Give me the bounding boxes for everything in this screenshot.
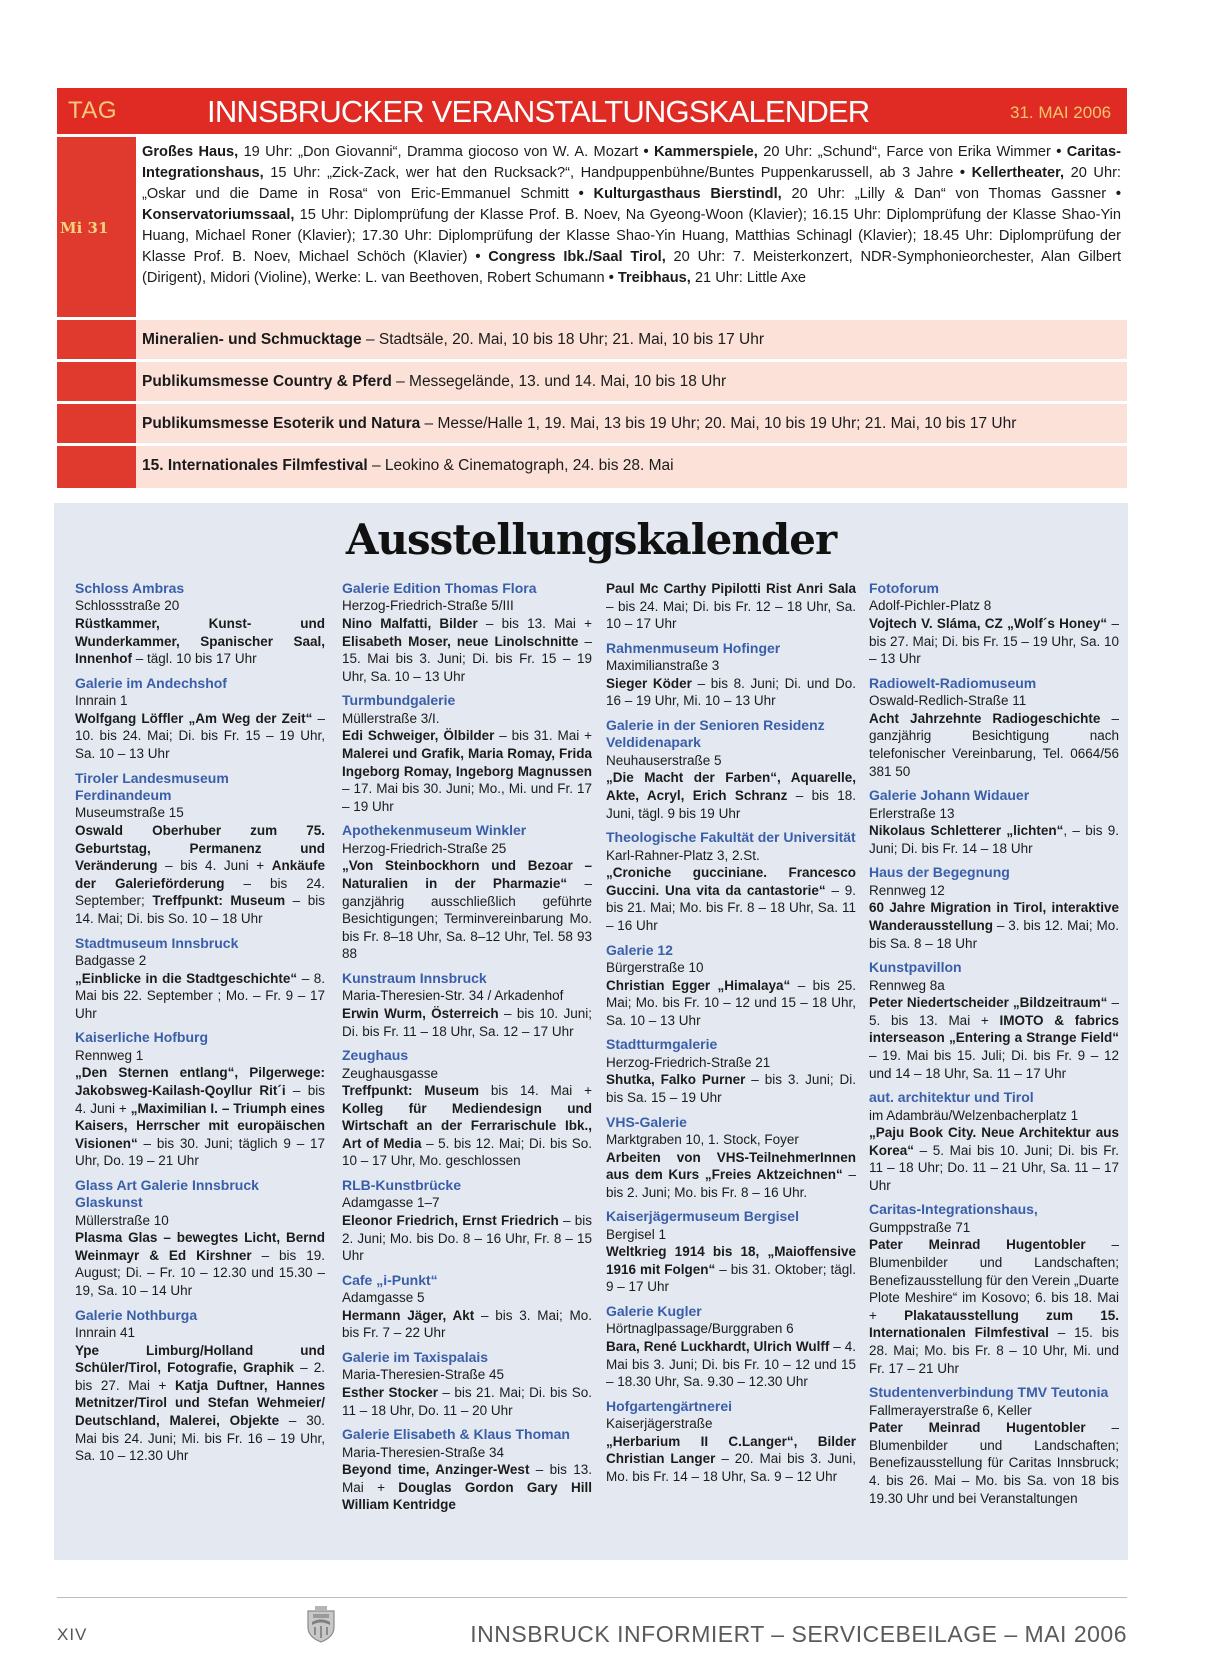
exhibition-venue: Galerie Kugler xyxy=(606,1303,702,1320)
exhibition-address: Erlerstraße 13 xyxy=(869,805,955,821)
exhibition-highlight: „Herbarium II C.Langer“, Bilder Christian Langer xyxy=(606,1433,856,1467)
exhibition-description xyxy=(869,1419,1119,1507)
exhibition-address: Hörtnaglpassage/Burggraben 6 xyxy=(606,1321,794,1337)
exhibition-address: Marktgraben 10, 1. Stock, Foyer xyxy=(606,1131,799,1147)
exhibition-description xyxy=(75,1064,325,1170)
exhibition-info: bis 14. Mai + xyxy=(479,1083,592,1099)
exhibition-description xyxy=(606,1071,856,1106)
exhibition-highlight: Bara, René Luckhardt, Ulrich Wulff xyxy=(606,1339,830,1355)
exhibition-venue: Rahmenmuseum Hofinger xyxy=(606,639,781,656)
exhibition-entry xyxy=(606,1303,856,1391)
event-details: – Messegelände, 13. und 14. Mai, 10 bis 18 Uhr xyxy=(391,373,727,390)
exhibition-entry xyxy=(342,1177,592,1265)
exhibition-venue: Radiowelt-Radiomuseum xyxy=(869,674,1037,691)
exhibition-entry xyxy=(75,675,325,763)
exhibition-entry xyxy=(606,829,856,934)
exhibition-address: Neuhauserstraße 5 xyxy=(606,752,722,768)
program-details: 20 Uhr: „Schund“, Farce von Erika Wimmer xyxy=(757,144,1057,160)
city-crest-icon xyxy=(305,1605,337,1643)
exhibition-description xyxy=(75,615,325,668)
exhibition-info: – 19. Mai bis 15. Juli; Di. bis Fr. 9 – 12 und 14 – 18 Uhr, Sa. 11 – 17 Uhr xyxy=(869,1047,1119,1081)
exhibition-venue: Theologische Fakultät der Universität xyxy=(606,829,856,846)
exhibition-highlight: Christian Egger „Himalaya“ xyxy=(606,977,791,993)
exhibition-highlight: Katja Duftner, Hannes Metnitzer/Tirol und Stefan Wehmeier/ Deutschland, Malerei, Objekte xyxy=(75,1377,325,1429)
exhibition-description xyxy=(606,864,856,934)
exhibition-description xyxy=(606,580,856,633)
day-column xyxy=(57,137,136,317)
exhibition-address: Maria-Theresien-Straße 34 xyxy=(342,1444,505,1460)
exhibition-info: – bis 18. Juni, tägl. 9 bis 19 Uhr xyxy=(606,787,856,821)
exhibition-address: Herzog-Friedrich-Straße 5/III xyxy=(342,598,514,614)
exhibition-entry xyxy=(606,1036,856,1106)
exhibition-venue: Galerie im Andechshof xyxy=(75,674,227,691)
exhibition-highlight: Malerei und Grafik, Maria Romay, Frida Ingeborg Romay, Ingeborg Magnussen xyxy=(342,745,592,779)
exhibition-address: Rennweg 1 xyxy=(75,1047,144,1063)
exhibition-address: Adamgasse 1–7 xyxy=(342,1195,440,1211)
exhibition-venue: Galerie im Taxispalais xyxy=(342,1349,489,1366)
program-venue: Konservatoriumssaal, xyxy=(142,207,295,223)
exhibition-info: – bis 31. Oktober; tägl. 9 – 17 Uhr xyxy=(606,1261,856,1295)
exhibition-highlight: Plakatausstellung zum 15. Internationalen Filmfestival xyxy=(869,1307,1120,1341)
exhibition-info: – ganzjährig ausschließlich geführte Besichtigungen; Terminvereinbarung Mo. bis Fr. 8–18 Uhr, Sa. 8–12 Uhr, Tel. 58 93 88 xyxy=(342,875,592,962)
exhibition-description xyxy=(342,857,592,963)
exhibition-address: Bergisel 1 xyxy=(606,1226,667,1242)
exhibition-highlight: „Croniche gucciniane. Francesco Guccini. Una vita da cantastorie“ xyxy=(606,865,856,898)
exhibition-highlight: Douglas Gordon Gary Hill William Kentridge xyxy=(342,1479,592,1513)
exhibition-venue: Galerie Edition Thomas Flora xyxy=(342,580,537,596)
exhibition-address: Adamgasse 5 xyxy=(342,1290,425,1306)
exhibition-address: Maximilianstraße 3 xyxy=(606,658,720,674)
exhibition-info: – Blumenbilder und Landschaften; Benefizausstellung für Caritas Innsbruck; 4. bis 26. Mai – Mo. bis Sa. von 18 bis 19.30 Uhr und bei Veranstaltungen xyxy=(869,1420,1119,1506)
exhibition-address: Oswald-Redlich-Straße 11 xyxy=(869,693,1027,709)
program-venue: Treibhaus, xyxy=(617,270,691,286)
exhibition-highlight: Vojtech V. Sláma, CZ „Wolf´s Honey“ xyxy=(869,616,1108,631)
exhibition-entry xyxy=(342,1272,592,1342)
exhibition-description xyxy=(342,1307,592,1342)
exhibition-highlight: Pater Meinrad Hugentobler xyxy=(869,1237,1086,1253)
exhibition-address: Innrain 1 xyxy=(75,693,128,709)
exhibition-entry xyxy=(869,864,1119,952)
exhibition-description xyxy=(75,822,325,928)
exhibition-description xyxy=(75,970,325,1023)
exhibition-info: – 10. bis 24. Mai; Di. bis Fr. 15 – 19 Uhr, Sa. 10 – 13 Uhr xyxy=(75,710,325,761)
exhibition-entry xyxy=(342,970,592,1040)
exhibition-description xyxy=(606,977,856,1030)
exhibition-entry xyxy=(342,822,592,963)
exhibition-address: Herzog-Friedrich-Straße 25 xyxy=(342,840,507,856)
exhibition-highlight: Pater Meinrad Hugentobler xyxy=(869,1420,1086,1436)
exhibition-info: – bis 24. September; xyxy=(75,875,325,909)
program-separator: • xyxy=(578,186,594,202)
exhibition-entry xyxy=(75,1177,325,1300)
exhibition-highlight: Acht Jahrzehnte Radiogeschichte xyxy=(869,710,1101,726)
publication-title: INNSBRUCK INFORMIERT – SERVICEBEILAGE – MAI 2006 xyxy=(470,1621,1127,1647)
exhibition-entry xyxy=(606,1208,856,1296)
exhibition-venue: Kaiserjägermuseum Bergisel xyxy=(606,1208,799,1225)
event-title: 15. Internationales Filmfestival xyxy=(142,457,368,474)
program-separator: • xyxy=(475,249,489,265)
exhibition-entry xyxy=(75,1307,325,1465)
exhibition-description xyxy=(342,1461,592,1514)
exhibition-calendar xyxy=(54,503,1128,1560)
program-details: 15 Uhr: Diplomprüfung der Klasse Prof. B. Noev, Na Gyeong-Woon (Klavier); 16.15 Uhr: Diplomprüfung der Klasse Shao-Yin Huang, Michael Roner (Klavier); 17.30 Uhr: Diplomprüfung der Klasse Shao-Yin Huang, Matthias Schinagl (Klavier); 18.45 Uhr: Diplomprüfung der Klasse Prof. B. Noev, Michael Schöch (Klavier) xyxy=(142,207,1121,265)
exhibition-highlight: Erwin Wurm, Österreich xyxy=(342,1005,499,1021)
program-venue: Großes Haus, xyxy=(142,144,239,160)
exhibition-description xyxy=(342,1212,592,1265)
exhibition-venue: Caritas-Integrationshaus, xyxy=(869,1201,1038,1218)
exhibition-description xyxy=(869,899,1119,952)
exhibition-column xyxy=(606,580,856,1493)
exhibition-venue: Galerie Johann Widauer xyxy=(869,787,1030,804)
exhibition-info: – bis 3. Juni; Di. bis Sa. 15 – 19 Uhr xyxy=(606,1072,856,1105)
exhibition-venue: Galerie 12 xyxy=(606,941,673,958)
exhibition-address: Müllerstraße 3/I. xyxy=(342,710,440,726)
exhibition-venue: VHS-Galerie xyxy=(606,1113,687,1130)
event-row xyxy=(57,362,1127,401)
exhibition-highlight: Rüstkammer, Kunst- und Wunderkammer, Spanischer Saal, Innenhof xyxy=(75,616,325,667)
exhibition-entry xyxy=(869,580,1119,668)
exhibition-address: Gumppstraße 71 xyxy=(869,1219,971,1235)
event-row xyxy=(57,404,1127,443)
exhibition-address: Badgasse 2 xyxy=(75,952,147,968)
exhibition-entry xyxy=(606,1114,856,1202)
exhibition-info: , – bis 9. Juni; Di. bis Fr. 14 – 18 Uhr xyxy=(869,823,1119,856)
exhibition-address: Maria-Theresien-Straße 45 xyxy=(342,1367,505,1383)
program-separator: • xyxy=(643,144,654,160)
exhibition-entry xyxy=(75,580,325,668)
exhibition-highlight: Arbeiten von VHS-TeilnehmerInnen aus dem Kurs „Freies Aktzeichnen“ xyxy=(606,1149,856,1183)
exhibition-highlight: Treffpunkt: Museum xyxy=(152,893,286,909)
program-details: 20 Uhr: „Oskar und die Dame in Rosa“ von Eric-Emmanuel Schmitt xyxy=(142,165,1121,202)
exhibition-info: – bis 30. Juni; täglich 9 – 17 Uhr, Do. 19 – 21 Uhr xyxy=(75,1135,325,1169)
exhibition-highlight: Peter Niedertscheider „Bildzeitraum“ xyxy=(869,995,1108,1011)
exhibition-description xyxy=(869,710,1119,780)
exhibition-entry xyxy=(869,787,1119,857)
program-venue: Caritas-Integrationshaus, xyxy=(142,144,1122,181)
exhibition-info: – bis 31. Mai + xyxy=(494,728,592,744)
exhibition-info: – 17. Mai bis 30. Juni; Mo., Mi. und Fr. 17 – 19 Uhr xyxy=(342,781,592,814)
exhibition-venue: Kunstraum Innsbruck xyxy=(342,969,487,986)
exhibition-info: – bis 4. Juni + xyxy=(75,1082,325,1116)
exhibition-highlight: Sieger Köder xyxy=(606,675,692,691)
day-label: Mi 31 xyxy=(60,219,109,237)
exhibition-description xyxy=(869,1236,1119,1377)
exhibition-description xyxy=(869,994,1119,1082)
exhibition-entry xyxy=(606,942,856,1030)
exhibition-venue: Schloss Ambras xyxy=(75,580,185,596)
exhibition-address: Rennweg 12 xyxy=(869,882,945,898)
exhibition-entry xyxy=(75,1029,325,1170)
exhibition-entry xyxy=(342,1047,592,1170)
exhibition-address: im Adambräu/Welzenbacherplatz 1 xyxy=(869,1107,1079,1123)
exhibition-venue: Studentenverbindung TMV Teutonia xyxy=(869,1384,1109,1401)
exhibition-entry xyxy=(606,640,856,710)
event-row xyxy=(57,446,1127,488)
exhibition-entry xyxy=(342,1349,592,1419)
exhibition-info: – bis 13. Mai + xyxy=(477,616,592,631)
exhibition-info: – 5. bis 12. Mai; Di. bis So. 10 – 17 Uhr, Mo. geschlossen xyxy=(342,1135,592,1169)
exhibition-address: Schlossstraße 20 xyxy=(75,598,180,614)
exhibition-description xyxy=(606,675,856,710)
exhibition-info: – 8. Mai bis 22. September ; Mo. – Fr. 9 – 17 Uhr xyxy=(75,970,325,1021)
exhibition-venue: aut. architektur und Tirol xyxy=(869,1089,1034,1106)
exhibition-info: – bis 25. Mai; Mo. bis Fr. 10 – 12 und 15 – 18 Uhr, Sa. 10 – 13 Uhr xyxy=(606,977,856,1028)
exhibition-venue: Kaiserliche Hofburg xyxy=(75,1029,209,1046)
event-details: – Stadtsäle, 20. Mai, 10 bis 18 Uhr; 21. Mai, 10 bis 17 Uhr xyxy=(361,331,764,348)
exhibition-description xyxy=(869,1124,1119,1194)
exhibition-highlight: „Einblicke in die Stadtgeschichte“ xyxy=(75,970,298,986)
exhibition-highlight: „Die Macht der Farben“, Aquarelle, Akte, Acryl, Erich Schranz xyxy=(606,770,856,803)
exhibition-entry xyxy=(869,959,1119,1082)
exhibition-info: – bis 14. Mai; Di. bis So. 10 – 18 Uhr xyxy=(75,893,325,926)
program-details: 19 Uhr: „Don Giovanni“, Dramma giocoso von W. A. Mozart xyxy=(238,144,644,160)
exhibition-highlight: „Von Steinbockhorn und Bezoar – Naturalien in der Pharmazie“ xyxy=(342,858,592,891)
exhibition-description xyxy=(342,1384,592,1419)
exhibition-highlight: Ankäufe der Galerieförderung xyxy=(75,858,325,891)
header-title: INNSBRUCKER VERANSTALTUNGSKALENDER xyxy=(207,94,870,129)
exhibition-highlight: Wolfgang Löffler „Am Weg der Zeit“ xyxy=(75,710,313,726)
exhibition-address: Rennweg 8a xyxy=(869,977,945,993)
exhibition-description xyxy=(75,1229,325,1299)
program-details: 20 Uhr: „Lilly & Dan“ von Thomas Gassner xyxy=(781,186,1116,202)
exhibition-address: Innrain 41 xyxy=(75,1325,136,1341)
program-venue: Kulturgasthaus Bierstindl, xyxy=(593,186,782,202)
event-details: – Leokino & Cinematograph, 24. bis 28. Mai xyxy=(367,457,674,474)
exhibition-highlight: „Maximilian I. – Triumph eines Kaisers, Herrscher mit europäischen Visionen“ xyxy=(75,1100,325,1151)
exhibition-highlight: „Den Sternen entlang“, Pilgerwege: Jakobsweg-Kailash-Qoyllur Rit´i xyxy=(75,1065,325,1098)
exhibition-highlight: Weltkrieg 1914 bis 18, „Maioffensive 1916 mit Folgen“ xyxy=(606,1244,856,1277)
exhibition-entry xyxy=(869,1384,1119,1507)
exhibition-venue: Glass Art Galerie Innsbruck Glaskunst xyxy=(75,1176,259,1211)
exhibition-description xyxy=(342,1005,592,1040)
exhibition-entry xyxy=(869,1089,1119,1194)
exhibition-entry xyxy=(869,1201,1119,1377)
exhibition-address: Müllerstraße 10 xyxy=(75,1212,169,1228)
page-number: XIV xyxy=(57,1625,88,1644)
event-details: – Messe/Halle 1, 19. Mai, 13 bis 19 Uhr; 20. Mai, 10 bis 19 Uhr; 21. Mai, 10 bis 17 Uhr xyxy=(420,415,1017,432)
exhibition-entry xyxy=(342,1426,592,1514)
exhibition-address: Zeughausgasse xyxy=(342,1065,439,1081)
exhibition-info: – tägl. 10 bis 17 Uhr xyxy=(132,651,257,667)
exhibition-highlight: Esther Stocker xyxy=(342,1385,438,1401)
program-separator: • xyxy=(1056,144,1067,160)
event-title: Mineralien- und Schmucktage xyxy=(142,331,362,348)
exhibition-venue: Haus der Begegnung xyxy=(869,864,1010,881)
exhibition-highlight: Nino Malfatti, Bilder xyxy=(342,616,478,631)
exhibition-highlight: Beyond time, Anzinger-West xyxy=(342,1462,530,1478)
exhibition-description xyxy=(75,710,325,763)
exhibition-highlight: Paul Mc Carthy Pipilotti Rist Anri Sala xyxy=(606,581,856,596)
program-separator: • xyxy=(608,270,618,286)
exhibition-info: – 5. bis 13. Mai + xyxy=(869,995,1119,1028)
exhibition-column xyxy=(75,580,325,1472)
exhibition-entry xyxy=(75,935,325,1023)
calendar-header xyxy=(57,88,1127,134)
exhibition-info: – bis 8. Juni; Di. und Do. 16 – 19 Uhr, Mi. 10 – 13 Uhr xyxy=(606,675,856,709)
exhibition-venue: Stadtmuseum Innsbruck xyxy=(75,934,239,951)
exhibition-info: – bis 24. Mai; Di. bis Fr. 12 – 18 Uhr, Sa. 10 – 17 Uhr xyxy=(606,598,856,632)
exhibition-info: – bis 13. Mai + xyxy=(342,1462,592,1495)
exhibition-title: Ausstellungskalender xyxy=(345,515,837,564)
exhibition-info: – 15. bis 28. Mai; Mo. bis Fr. 8 – 10 Uhr, Mi. und Fr. 17 – 21 Uhr xyxy=(869,1325,1119,1376)
exhibition-address: Bürgerstraße 10 xyxy=(606,959,704,975)
event-title: Publikumsmesse Esoterik und Natura xyxy=(142,415,421,432)
exhibition-entry xyxy=(606,1398,856,1486)
exhibition-venue: RLB-Kunstbrücke xyxy=(342,1177,462,1194)
program-separator: • xyxy=(1115,186,1121,202)
exhibition-description xyxy=(606,1433,856,1486)
exhibition-info: – 2. bis 27. Mai + xyxy=(75,1360,325,1393)
exhibition-description xyxy=(869,615,1119,668)
exhibition-info: – bis 19. August; Di. – Fr. 10 – 12.30 und 15.30 – 19, Sa. 10 – 14 Uhr xyxy=(75,1247,325,1299)
exhibition-highlight: 60 Jahre Migration in Tirol, interaktive Wanderausstellung xyxy=(869,900,1119,933)
exhibition-venue: Zeughaus xyxy=(342,1047,409,1064)
exhibition-highlight: Nikolaus Schletterer „lichten“ xyxy=(869,823,1064,839)
exhibition-description xyxy=(75,1342,325,1465)
exhibition-info: – 4. Mai bis 3. Juni; Di. bis Fr. 10 – 12 und 15 – 18.30 Uhr, Sa. 9.30 – 12.30 Uhr xyxy=(606,1339,856,1390)
event-title: Publikumsmesse Country & Pferd xyxy=(142,373,392,390)
exhibition-highlight: Shutka, Falko Purner xyxy=(606,1072,746,1088)
exhibition-info: – 15. Mai bis 3. Juni; Di. bis Fr. 15 – 19 Uhr, Sa. 10 – 13 Uhr xyxy=(342,633,592,684)
exhibition-highlight: Hermann Jäger, Akt xyxy=(342,1307,475,1323)
exhibition-info: – bis 3. Mai; Mo. bis Fr. 7 – 22 Uhr xyxy=(342,1307,592,1341)
exhibition-info: – bis 4. Juni + xyxy=(157,858,272,874)
exhibition-entry xyxy=(606,580,856,633)
exhibition-info: – ganzjährig Besichtigung nach telefonischer Vereinbarung, Tel. 0664/56 381 50 xyxy=(869,710,1119,779)
exhibition-address: Fallmerayerstraße 6, Keller xyxy=(869,1402,1032,1418)
exhibition-highlight: Kolleg für Mediendesign und Wirtschaft an der Ferrarischule Ibk., Art of Media xyxy=(342,1100,592,1151)
exhibition-venue: Stadtturmgalerie xyxy=(606,1036,718,1053)
exhibition-entry xyxy=(342,580,592,685)
exhibition-description xyxy=(342,727,592,815)
exhibition-venue: Fotoforum xyxy=(869,580,939,596)
exhibition-info: – Blumenbilder und Landschaften; Benefizausstellung für den Verein „Duarte Plote Meshire“ im Kosovo; 6. bis 18. Mai + xyxy=(869,1237,1119,1323)
exhibition-description xyxy=(606,1338,856,1391)
program-details: 20 Uhr: 7. Meisterkonzert, NDR-Symphonieorchester, Alan Gilbert (Dirigent), Midori (Violine), Werke: L. van Beethoven, Robert Schumann xyxy=(142,249,1121,286)
day-program-row xyxy=(57,137,1127,317)
exhibition-description xyxy=(342,1082,592,1170)
exhibition-description xyxy=(606,1149,856,1202)
exhibition-highlight: IMOTO & fabrics interseason „Entering a Strange Field“ xyxy=(869,1012,1119,1046)
exhibition-venue: Cafe „i-Punkt“ xyxy=(342,1271,438,1288)
exhibition-entry xyxy=(75,770,325,928)
exhibition-venue: Galerie in der Senioren Residenz Veldidenapark xyxy=(606,716,825,751)
exhibition-description xyxy=(342,615,592,685)
exhibition-venue: Apothekenmuseum Winkler xyxy=(342,822,527,839)
program-venue: Kellertheater, xyxy=(971,165,1065,181)
event-row xyxy=(57,320,1127,359)
day-program-text xyxy=(136,137,1127,317)
exhibition-entry xyxy=(342,692,592,815)
exhibition-description xyxy=(606,769,856,822)
exhibition-venue: Galerie Elisabeth & Klaus Thoman xyxy=(342,1426,570,1443)
exhibition-venue: Hofgartengärtnerei xyxy=(606,1397,733,1414)
exhibition-address: Maria-Theresien-Str. 34 / Arkadenhof xyxy=(342,988,564,1004)
program-separator: • xyxy=(959,165,972,181)
header-date: 31. MAI 2006 xyxy=(1010,103,1112,122)
exhibition-column xyxy=(342,580,592,1521)
exhibition-address: Kaiserjägerstraße xyxy=(606,1416,713,1432)
exhibition-info: – bis 10. Juni; Di. bis Fr. 11 – 18 Uhr, Sa. 12 – 17 Uhr xyxy=(342,1005,592,1039)
exhibition-address: Museumstraße 15 xyxy=(75,805,184,821)
header-tag: TAG xyxy=(68,97,118,124)
exhibition-info: – 30. Mai bis 24. Juni; Mi. bis Fr. 16 – 19 Uhr, Sa. 10 – 12.30 Uhr xyxy=(75,1413,325,1464)
exhibition-address: Herzog-Friedrich-Straße 21 xyxy=(606,1054,771,1070)
exhibition-info: – bis 2. Juni; Mo. bis Fr. 8 – 16 Uhr. xyxy=(606,1167,856,1200)
exhibition-highlight: Plasma Glas – bewegtes Licht, Bernd Weinmayr & Ed Kirshner xyxy=(75,1230,325,1263)
program-venue: Kammerspiele, xyxy=(654,144,758,160)
exhibition-highlight: Treffpunkt: Museum xyxy=(342,1083,480,1099)
exhibition-description xyxy=(606,1243,856,1296)
exhibition-highlight: Oswald Oberhuber zum 75. Geburtstag, Permanenz und Veränderung xyxy=(75,822,325,874)
exhibition-info: – bis 27. Mai; Di. bis Fr. 15 – 19 Uhr, Sa. 10 – 13 Uhr xyxy=(869,616,1119,667)
program-details: 15 Uhr: „Zick-Zack, wer hat den Rucksack?“, Handpuppenbühne/Buntes Puppenkarussell, ab 3 Jahre xyxy=(263,165,960,181)
exhibition-highlight: Elisabeth Moser, neue Linolschnitte xyxy=(342,633,579,649)
footer-divider xyxy=(57,1597,1127,1598)
exhibition-venue: Turmbundgalerie xyxy=(342,692,456,709)
exhibition-highlight: Ype Limburg/Holland und Schüler/Tirol, Fotografie, Graphik xyxy=(75,1342,325,1376)
exhibition-highlight: „Paju Book City. Neue Architektur aus Korea“ xyxy=(869,1125,1119,1158)
exhibition-highlight: Edi Schweiger, Ölbilder xyxy=(342,728,495,744)
program-details: 21 Uhr: Little Axe xyxy=(690,270,807,286)
exhibition-description xyxy=(869,822,1119,857)
program-venue: Congress Ibk./Saal Tirol, xyxy=(488,249,666,265)
exhibition-venue: Galerie Nothburga xyxy=(75,1306,198,1323)
exhibition-info: – bis 21. Mai; Di. bis So. 11 – 18 Uhr, Do. 11 – 20 Uhr xyxy=(342,1385,592,1418)
exhibition-venue: Tiroler Landesmuseum Ferdinandeum xyxy=(75,769,229,803)
exhibition-info: – 5. Mai bis 10. Juni; Di. bis Fr. 11 – 18 Uhr; Do. 11 – 21 Uhr, Sa. 11 – 17 Uhr xyxy=(869,1142,1119,1193)
exhibition-address: Karl-Rahner-Platz 3, 2.St. xyxy=(606,847,760,863)
exhibition-highlight: Eleonor Friedrich, Ernst Friedrich xyxy=(342,1213,559,1229)
exhibition-info: – 3. bis 12. Mai; Mo. bis Sa. 8 – 18 Uhr xyxy=(869,917,1119,951)
exhibition-info: – 20. Mai bis 3. Juni, Mo. bis Fr. 14 – 18 Uhr, Sa. 9 – 12 Uhr xyxy=(606,1451,856,1485)
exhibition-entry xyxy=(869,675,1119,780)
exhibition-venue: Kunstpavillon xyxy=(869,959,962,976)
exhibition-entry xyxy=(606,717,856,822)
exhibition-column xyxy=(869,580,1119,1514)
exhibition-info: – bis 2. Juni; Mo. bis Do. 8 – 16 Uhr, Fr. 8 – 15 Uhr xyxy=(342,1213,592,1264)
exhibition-info: – 9. bis 21. Mai; Mo. bis Fr. 8 – 18 Uhr, Sa. 11 – 16 Uhr xyxy=(606,882,856,933)
exhibition-address: Adolf-Pichler-Platz 8 xyxy=(869,598,992,614)
